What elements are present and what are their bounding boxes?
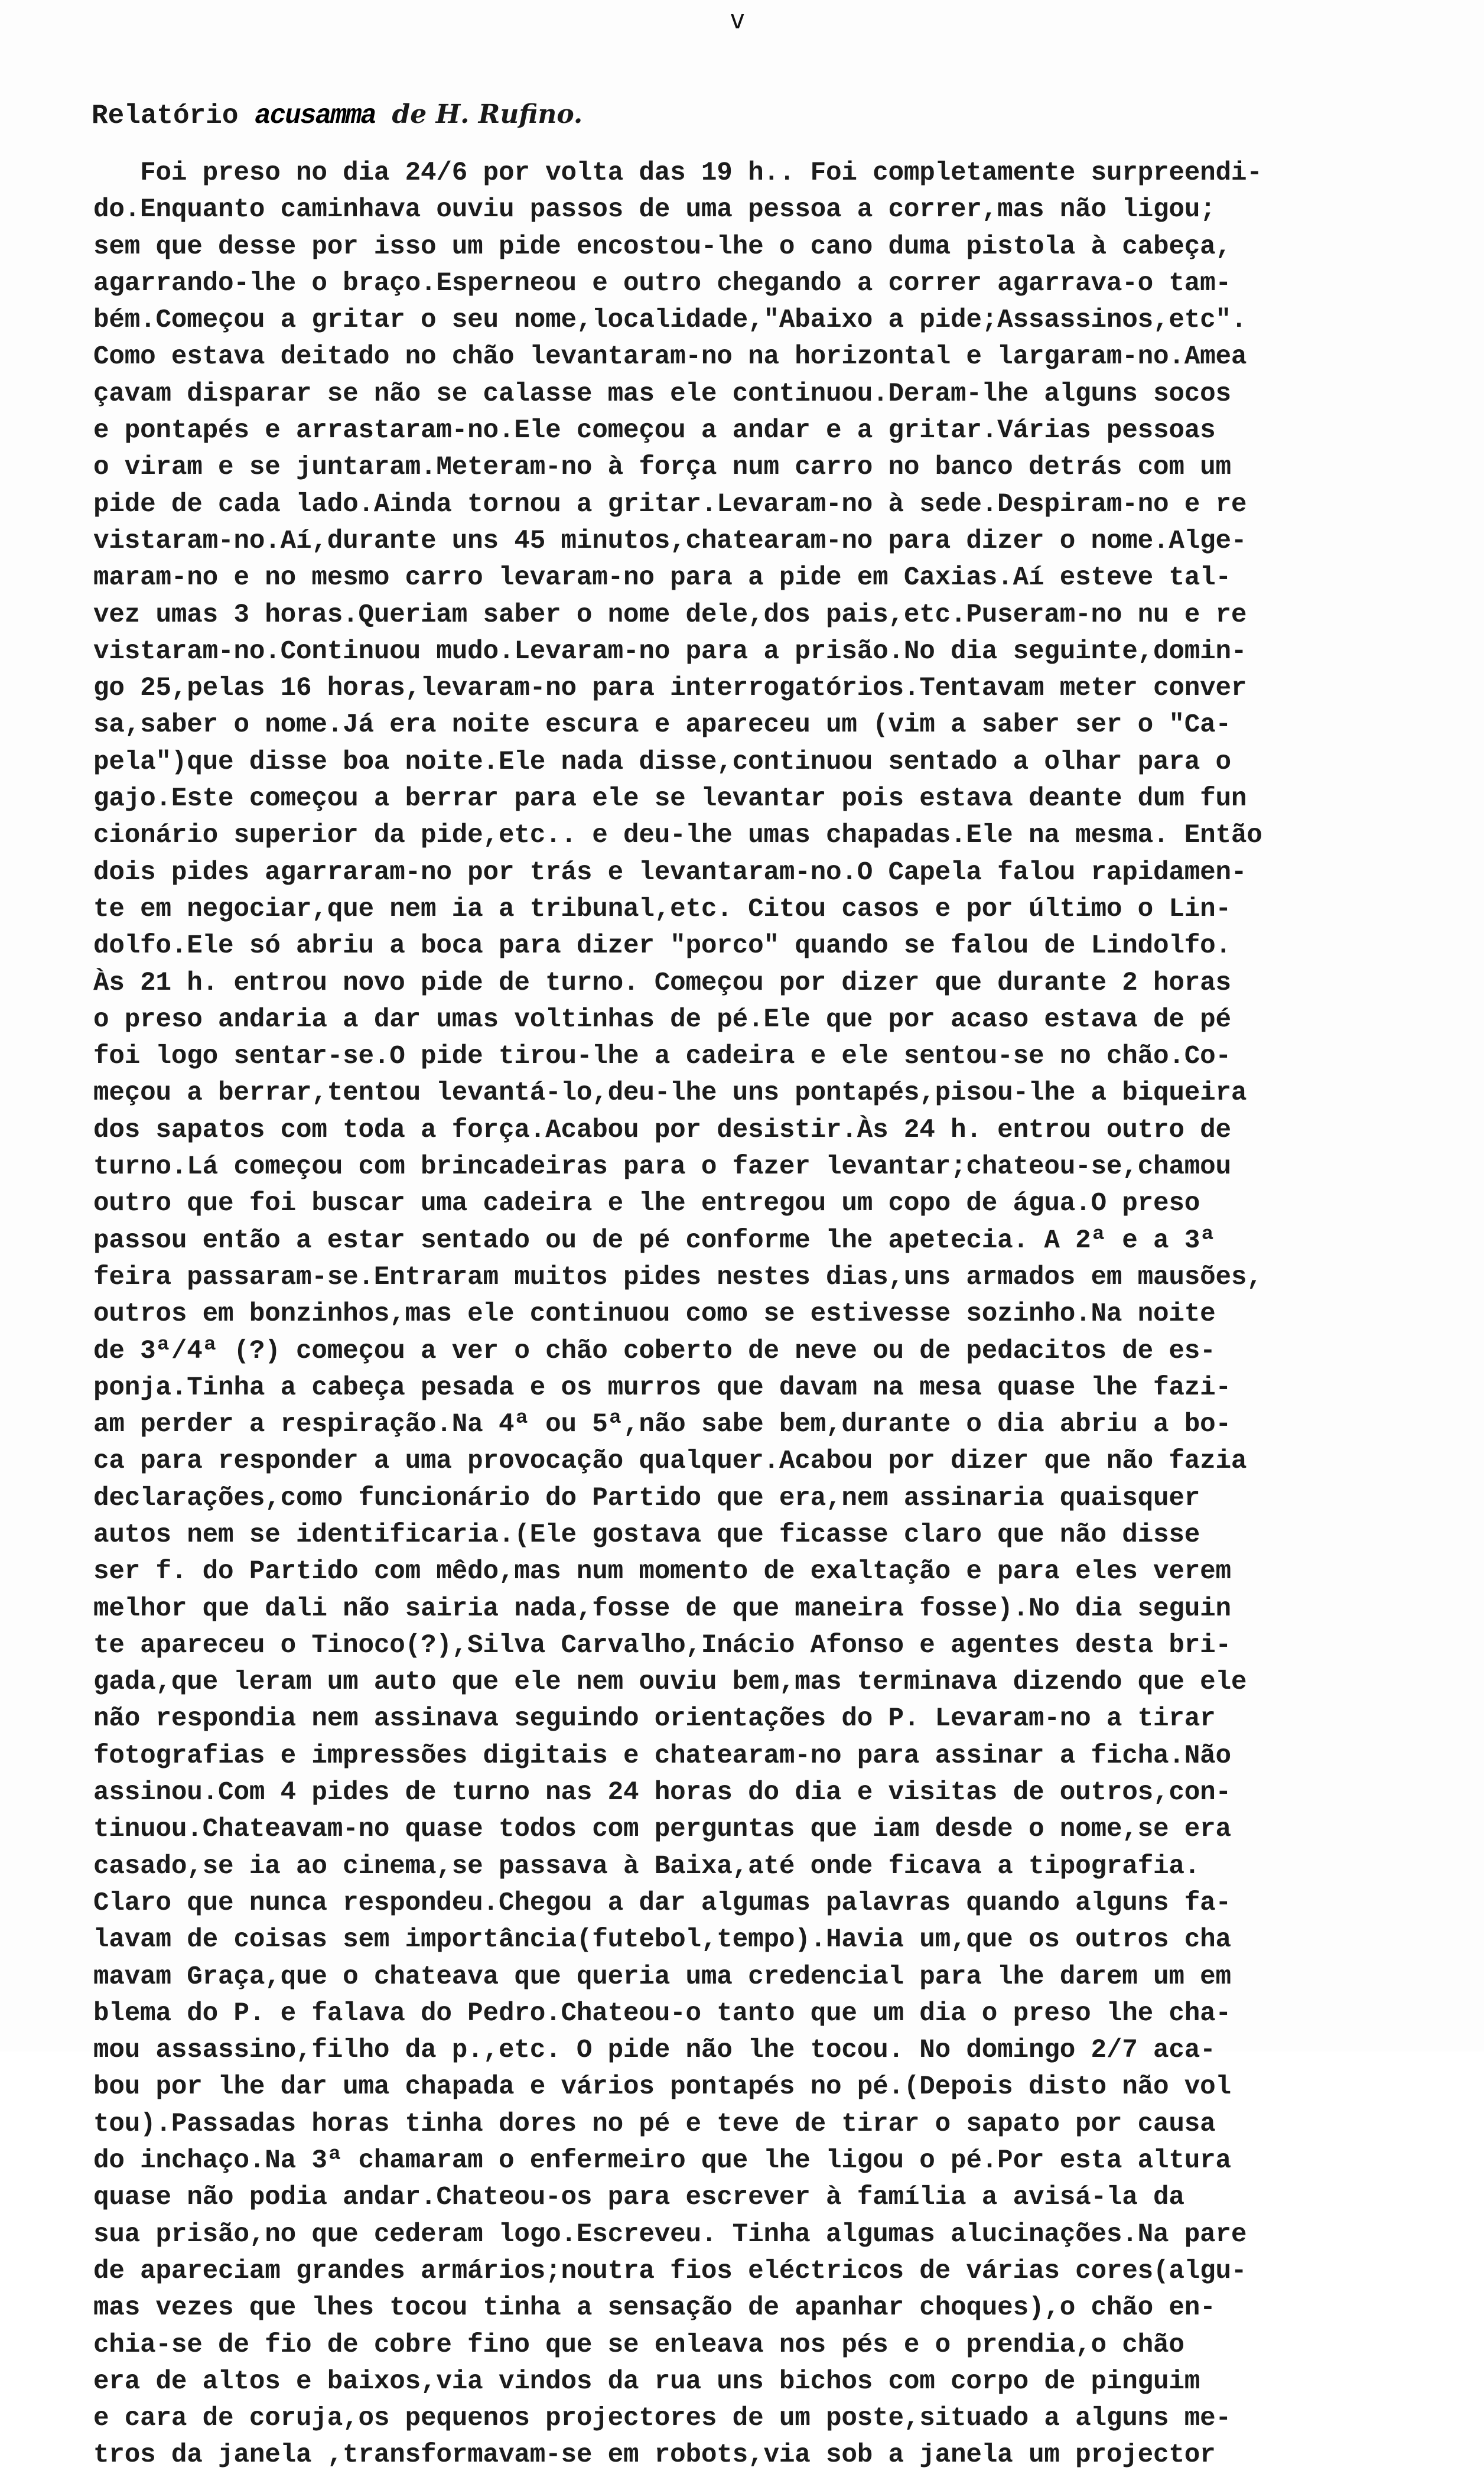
text-line: ser f. do Partido com mêdo,mas num momento de exaltação e para eles verem: [93, 1557, 1231, 1587]
text-line: quase não podia andar.Chateou-os para escrever à família a avisá-la da: [93, 2183, 1184, 2213]
text-line: chia-se de fio de cobre fino que se enleava nos pés e o prendia,o chão: [93, 2330, 1184, 2360]
text-line: ponja.Tinha a cabeça pesada e os murros que davam na mesa quase lhe fazi-: [93, 1373, 1231, 1403]
text-line: tros da janela ,transformavam-se em robots,via sob a janela um projector: [93, 2440, 1216, 2470]
text-line: declarações,como funcionário do Partido que era,nem assinaria quaisquer: [93, 1483, 1200, 1513]
text-line: bém.Começou a gritar o seu nome,localidade,"Abaixo a pide;Assassinos,etc".: [93, 305, 1247, 336]
report-body: [93, 155, 1423, 2474]
text-line: não respondia nem assinava seguindo orientações do P. Levaram-no a tirar: [93, 1704, 1216, 1734]
title-struck-out: acusamma: [255, 100, 376, 131]
text-line: dolfo.Ele só abriu a boca para dizer "porco" quando se falou de Lindolfo.: [93, 931, 1231, 961]
text-line: Como estava deitado no chão levantaram-no na horizontal e largaram-no.Amea: [93, 342, 1247, 372]
text-line: melhor que dali não sairia nada,fosse de que maneira fosse).No dia seguin: [93, 1594, 1231, 1624]
text-line: fotografias e impressões digitais e chatearam-no para assinar a ficha.Não: [93, 1741, 1231, 1771]
text-line: sa,saber o nome.Já era noite escura e apareceu um (vim a saber ser o "Ca-: [93, 710, 1231, 740]
text-line: o viram e se juntaram.Meteram-no à força num carro no banco detrás com um: [93, 453, 1231, 483]
text-line: cionário superior da pide,etc.. e deu-lhe umas chapadas.Ele na mesma. Então: [93, 821, 1262, 851]
text-line: tou).Passadas horas tinha dores no pé e teve de tirar o sapato por causa: [93, 2109, 1216, 2139]
text-line: outro que foi buscar uma cadeira e lhe entregou um copo de água.O preso: [93, 1189, 1200, 1219]
text-line: am perder a respiração.Na 4ª ou 5ª,não sabe bem,durante o dia abriu a bo-: [93, 1410, 1231, 1440]
text-line: mou assassino,filho da p.,etc. O pide não lhe tocou. No domingo 2/7 aca-: [93, 2036, 1216, 2066]
title-prefix: Relatório: [92, 100, 239, 131]
text-line: autos nem se identificaria.(Ele gostava que ficasse claro que não disse: [93, 1520, 1200, 1550]
text-line: de 3ª/4ª (?) começou a ver o chão coberto de neve ou de pedacitos de es-: [93, 1336, 1216, 1366]
text-line: mavam Graça,que o chateava que queria uma credencial para lhe darem um em: [93, 1962, 1231, 1992]
text-line: vistaram-no.Aí,durante uns 45 minutos,chatearam-no para dizer o nome.Alge-: [93, 526, 1247, 556]
text-line: turno.Lá começou com brincadeiras para o fazer levantar;chateou-se,chamou: [93, 1152, 1231, 1182]
text-line: assinou.Com 4 pides de turno nas 24 horas do dia e visitas de outros,con-: [93, 1778, 1231, 1808]
text-line: outros em bonzinhos,mas ele continuou como se estivesse sozinho.Na noite: [93, 1299, 1216, 1329]
text-line: dois pides agarraram-no por trás e levantaram-no.O Capela falou rapidamen-: [93, 857, 1247, 887]
text-line: sem que desse por isso um pide encostou-lhe o cano duma pistola à cabeça,: [93, 232, 1231, 262]
text-line: çavam disparar se não se calasse mas ele continuou.Deram-lhe alguns socos: [93, 379, 1231, 409]
text-line: dos sapatos com toda a força.Acabou por desistir.Às 24 h. entrou outro de: [93, 1115, 1231, 1145]
text-line: Às 21 h. entrou novo pide de turno. Começou por dizer que durante 2 horas: [93, 968, 1231, 998]
text-line: feira passaram-se.Entraram muitos pides nestes dias,uns armados em mausões,: [93, 1262, 1262, 1292]
text-line: meçou a berrar,tentou levantá-lo,deu-lhe uns pontapés,pisou-lhe a biqueira: [93, 1078, 1247, 1108]
text-line: mas vezes que lhes tocou tinha a sensação de apanhar choques),o chão en-: [93, 2293, 1216, 2323]
text-line: maram-no e no mesmo carro levaram-no para a pide em Caxias.Aí esteve tal-: [93, 563, 1231, 593]
text-line: o preso andaria a dar umas voltinhas de pé.Ele que por acaso estava de pé: [93, 1004, 1231, 1035]
text-line: sua prisão,no que cederam logo.Escreveu. Tinha algumas alucinações.Na pare: [93, 2219, 1247, 2249]
text-line: do.Enquanto caminhava ouviu passos de uma pessoa a correr,mas não ligou;: [93, 195, 1216, 225]
text-line: agarrando-lhe o braço.Esperneou e outro chegando a correr agarrava-o tam-: [93, 268, 1231, 298]
text-line: lavam de coisas sem importância(futebol,tempo).Havia um,que os outros cha: [93, 1925, 1231, 1955]
text-line: pide de cada lado.Ainda tornou a gritar.Levaram-no à sede.Despiram-no e re: [93, 489, 1247, 519]
report-title: [92, 99, 582, 131]
text-line: tinuou.Chateavam-no quase todos com perguntas que iam desde o nome,se era: [93, 1815, 1231, 1845]
text-line: foi logo sentar-se.O pide tirou-lhe a cadeira e ele sentou-se no chão.Co-: [93, 1042, 1231, 1072]
text-line: bou por lhe dar uma chapada e vários pontapés no pé.(Depois disto não vol: [93, 2072, 1231, 2102]
text-line: Foi preso no dia 24/6 por volta das 19 h.. Foi completamente surpreendi-: [93, 158, 1262, 188]
text-line: casado,se ia ao cinema,se passava à Baixa,até onde ficava a tipografia.: [93, 1851, 1200, 1881]
text-line: ca para responder a uma provocação qualquer.Acabou por dizer que não fazia: [93, 1446, 1247, 1477]
text-line: pela")que disse boa noite.Ele nada disse,continuou sentado a olhar para o: [93, 747, 1231, 777]
text-line: de apareciam grandes armários;noutra fios eléctricos de várias cores(algu-: [93, 2256, 1247, 2286]
text-line: Claro que nunca respondeu.Chegou a dar algumas palavras quando alguns fa-: [93, 1888, 1231, 1918]
text-line: e pontapés e arrastaram-no.Ele começou a andar e a gritar.Várias pessoas: [93, 416, 1216, 446]
text-line: gajo.Este começou a berrar para ele se levantar pois estava deante dum fun: [93, 784, 1247, 814]
text-line: blema do P. e falava do Pedro.Chateou-o tanto que um dia o preso lhe cha-: [93, 1998, 1231, 2028]
text-line: e cara de coruja,os pequenos projectores de um poste,situado a alguns me-: [93, 2404, 1231, 2434]
title-handwritten: de H. Rufino.: [392, 99, 583, 129]
text-line: te apareceu o Tinoco(?),Silva Carvalho,Inácio Afonso e agentes desta bri-: [93, 1630, 1231, 1660]
text-line: vistaram-no.Continuou mudo.Levaram-no para a prisão.No dia seguinte,domin-: [93, 636, 1247, 667]
text-line: te em negociar,que nem ia a tribunal,etc. Citou casos e por último o Lin-: [93, 894, 1231, 924]
text-line: era de altos e baixos,via vindos da rua uns bichos com corpo de pinguim: [93, 2366, 1200, 2397]
text-line: go 25,pelas 16 horas,levaram-no para interrogatórios.Tentavam meter conver: [93, 674, 1247, 704]
text-line: do inchaço.Na 3ª chamaram o enfermeiro que lhe ligou o pé.Por esta altura: [93, 2146, 1231, 2176]
page-mark: v: [730, 5, 746, 35]
text-line: vez umas 3 horas.Queriam saber o nome dele,dos pais,etc.Puseram-no nu e re: [93, 600, 1247, 630]
text-line: gada,que leram um auto que ele nem ouviu bem,mas terminava dizendo que ele: [93, 1667, 1247, 1698]
text-line: passou então a estar sentado ou de pé conforme lhe apetecia. A 2ª e a 3ª: [93, 1225, 1216, 1256]
